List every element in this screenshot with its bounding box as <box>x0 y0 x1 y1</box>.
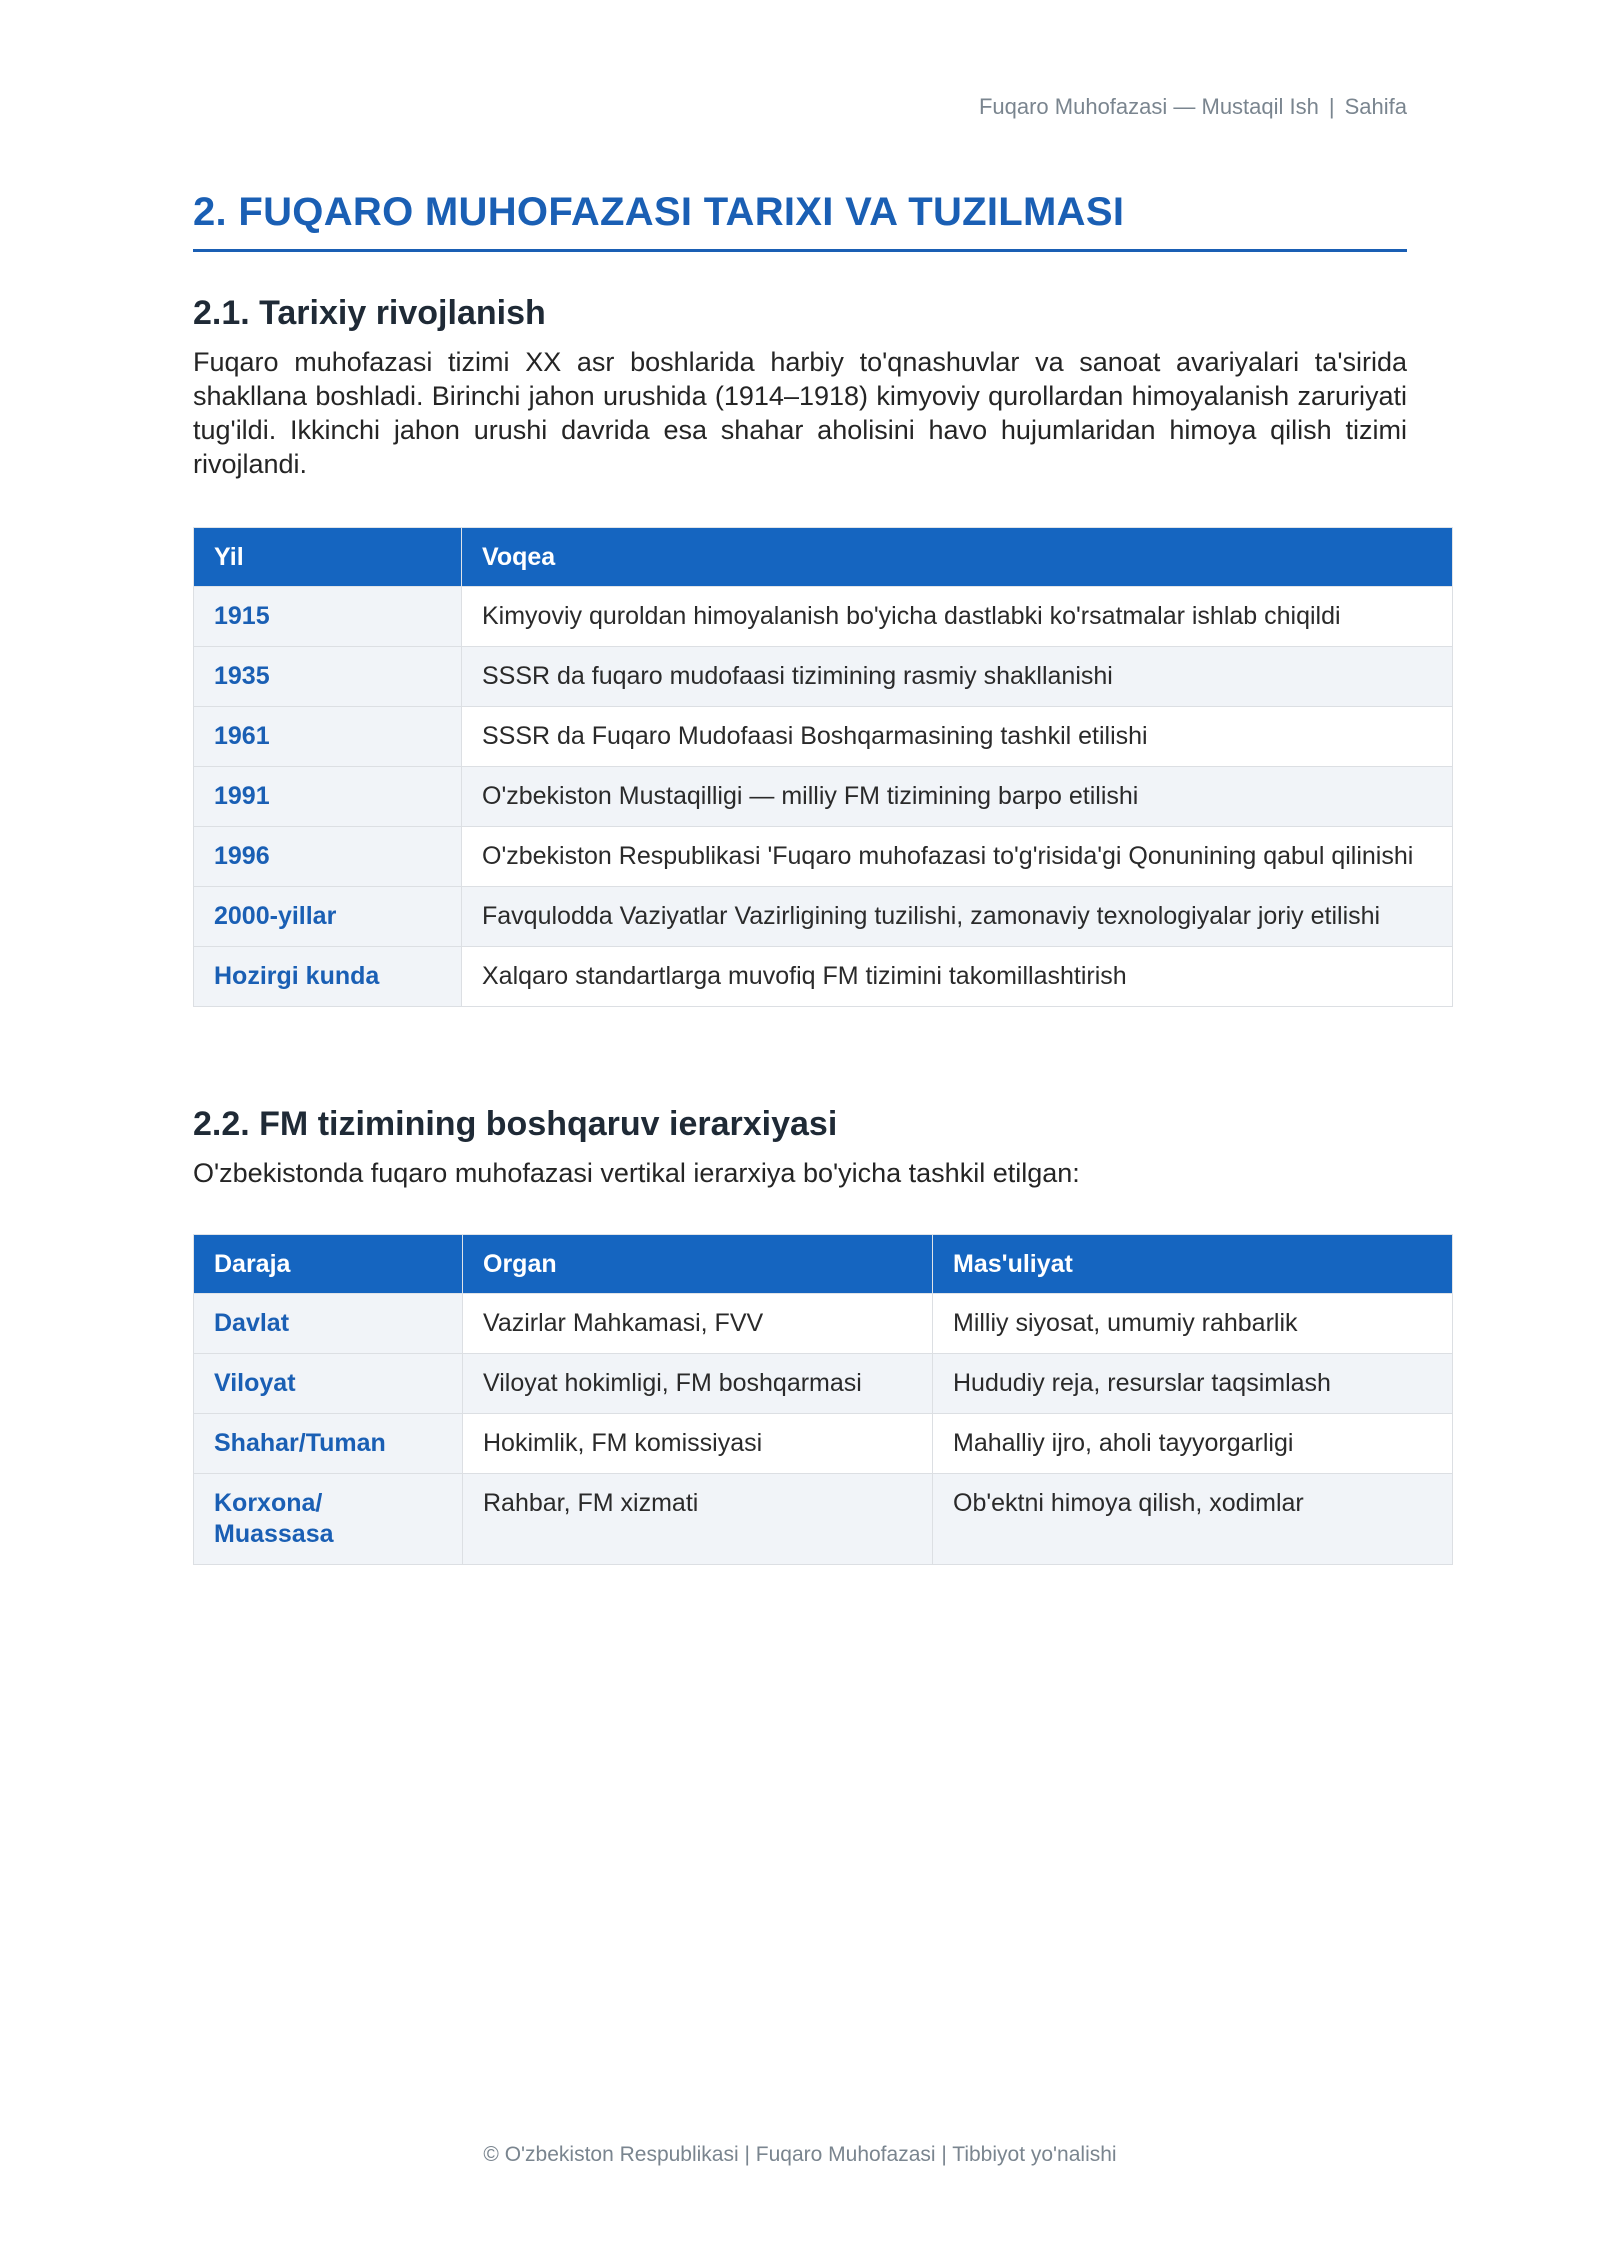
organ-cell: Rahbar, FM xizmati <box>463 1474 933 1565</box>
table-header-row <box>194 528 1453 587</box>
year-cell: Hozirgi kunda <box>194 947 462 1007</box>
header-separator: | <box>1328 94 1335 119</box>
level-cell: Shahar/Tuman <box>194 1414 463 1474</box>
table-row <box>194 827 1453 887</box>
event-cell: SSSR da fuqaro mudofaasi tizimining rasmiy shakllanishi <box>462 647 1453 707</box>
running-header <box>979 94 1407 120</box>
responsibility-cell: Milliy siyosat, umumiy rahbarlik <box>933 1294 1453 1354</box>
column-header-event: Voqea <box>462 528 1453 587</box>
table-row <box>194 887 1453 947</box>
table-row <box>194 707 1453 767</box>
header-page-label: Sahifa <box>1344 94 1407 119</box>
section-title: 2. FUQARO MUHOFAZASI TARIXI VA TUZILMASI <box>193 190 1407 252</box>
page-footer: © O'zbekiston Respublikasi | Fuqaro Muhofazasi | Tibbiyot yo'nalishi <box>483 2143 1117 2166</box>
responsibility-cell: Mahalliy ijro, aholi tayyorgarligi <box>933 1414 1453 1474</box>
main-content <box>193 190 1414 1565</box>
hierarchy-table <box>193 1234 1453 1565</box>
subsection-hierarchy-title: 2.2. FM tizimining boshqaruv ierarxiyasi <box>193 1105 838 1143</box>
table-row <box>194 1414 1453 1474</box>
header-doc-title: Fuqaro Muhofazasi — Mustaqil Ish <box>978 94 1319 119</box>
hierarchy-paragraph: O'zbekistonda fuqaro muhofazasi vertikal ierarxiya bo'yicha tashkil etilgan: <box>193 1158 1080 1188</box>
column-header-year: Yil <box>194 528 462 587</box>
history-table <box>193 527 1453 1007</box>
organ-cell: Hokimlik, FM komissiyasi <box>463 1414 933 1474</box>
table-row <box>194 647 1453 707</box>
organ-cell: Vazirlar Mahkamasi, FVV <box>463 1294 933 1354</box>
event-cell: SSSR da Fuqaro Mudofaasi Boshqarmasining tashkil etilishi <box>462 707 1453 767</box>
year-cell: 1996 <box>194 827 462 887</box>
table-header-row <box>194 1235 1453 1294</box>
year-cell: 1915 <box>194 587 462 647</box>
year-cell: 1991 <box>194 767 462 827</box>
event-cell: Favqulodda Vaziyatlar Vazirligining tuzilishi, zamonaviy texnologiyalar joriy etilishi <box>462 887 1453 947</box>
column-header-level: Daraja <box>194 1235 463 1294</box>
table-row <box>194 1354 1453 1414</box>
responsibility-cell: Hududiy reja, resurslar taqsimlash <box>933 1354 1453 1414</box>
year-cell: 1935 <box>194 647 462 707</box>
organ-cell: Viloyat hokimligi, FM boshqarmasi <box>463 1354 933 1414</box>
table-row <box>194 1294 1453 1354</box>
column-header-organ: Organ <box>463 1235 933 1294</box>
event-cell: O'zbekiston Respublikasi 'Fuqaro muhofazasi to'g'risida'gi Qonunining qabul qilinishi <box>462 827 1453 887</box>
table-row <box>194 767 1453 827</box>
level-cell: Viloyat <box>194 1354 463 1414</box>
event-cell: Xalqaro standartlarga muvofiq FM tizimini takomillashtirish <box>462 947 1453 1007</box>
responsibility-cell: Ob'ektni himoya qilish, xodimlar <box>933 1474 1453 1565</box>
year-cell: 1961 <box>194 707 462 767</box>
event-cell: O'zbekiston Mustaqilligi — milliy FM tizimining barpo etilishi <box>462 767 1453 827</box>
year-cell: 2000-yillar <box>194 887 462 947</box>
table-row <box>194 1474 1453 1565</box>
subsection-history-title: 2.1. Tarixiy rivojlanish <box>193 294 546 332</box>
table-row <box>194 587 1453 647</box>
level-cell: Davlat <box>194 1294 463 1354</box>
column-header-responsibility: Mas'uliyat <box>933 1235 1453 1294</box>
level-cell: Korxona/ Muassasa <box>194 1474 463 1565</box>
event-cell: Kimyoviy quroldan himoyalanish bo'yicha dastlabki ko'rsatmalar ishlab chiqildi <box>462 587 1453 647</box>
history-paragraph: Fuqaro muhofazasi tizimi XX asr boshlarida harbiy to'qnashuvlar va sanoat avariyalari ta'sirida shakllana boshladi. Birinchi jahon urushida (1914–1918) kimyoviy qurollardan himoyalanish zaruriyati tug'ildi. Ikkinchi jahon urushi davrida esa shahar aholisini havo hujumlaridan himoya qilish tizimi rivojlandi. <box>193 347 1407 479</box>
table-row <box>194 947 1453 1007</box>
